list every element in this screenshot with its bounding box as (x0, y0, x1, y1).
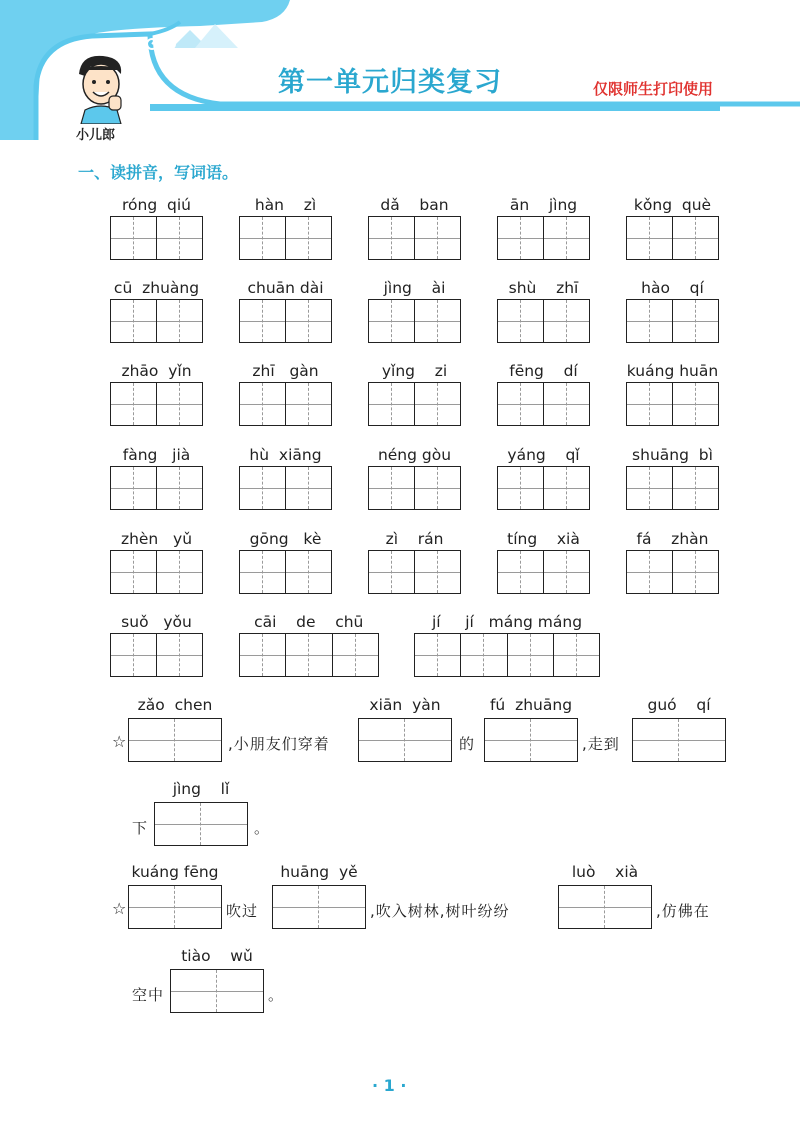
pinyin-label: néng gòu (377, 446, 452, 464)
answer-box[interactable] (368, 216, 461, 260)
pinyin-label: zǎo chen (137, 696, 213, 714)
answer-box[interactable] (368, 550, 461, 594)
answer-box[interactable] (626, 466, 719, 510)
pinyin-label: shuāng bì (632, 446, 713, 464)
answer-box[interactable] (358, 718, 452, 762)
pinyin-label: jìng lǐ (172, 780, 230, 798)
sentence-text: ,仿佛在 (656, 902, 710, 920)
pinyin-label: xiān yàn (369, 696, 441, 714)
answer-box[interactable] (368, 299, 461, 343)
star-icon: ☆ (112, 732, 127, 751)
pinyin-label: kuáng huān (626, 362, 719, 380)
answer-box[interactable] (110, 550, 203, 594)
answer-box[interactable] (110, 466, 203, 510)
pinyin-label: cāi de chū (254, 613, 364, 631)
pinyin-label: fá zhàn (636, 530, 709, 548)
boy-mascot-icon (71, 52, 131, 124)
answer-box[interactable] (110, 299, 203, 343)
sentence-text: 。 (254, 819, 271, 837)
answer-box[interactable] (497, 216, 590, 260)
sentence-text: ,小朋友们穿着 (228, 735, 330, 753)
pinyin-label: cū zhuàng (113, 279, 200, 297)
sentence-text: 空中 (132, 986, 165, 1004)
answer-box[interactable] (239, 633, 379, 677)
answer-box[interactable] (239, 382, 332, 426)
answer-box[interactable] (626, 216, 719, 260)
pinyin-label: zhèn yǔ (120, 530, 193, 548)
pinyin-label: gōng kè (249, 530, 322, 548)
pinyin-label: fēng dí (509, 362, 578, 380)
pinyin-label: kǒng què (633, 196, 712, 214)
mountain-icon (172, 24, 238, 48)
pinyin-label: fàng jià (122, 446, 191, 464)
sentence-text: 下 (132, 819, 149, 837)
pinyin-label: zhī gàn (252, 362, 319, 380)
sentence-text: ,吹入树林,树叶纷纷 (370, 902, 510, 920)
answer-box[interactable] (497, 550, 590, 594)
pinyin-label: zì rán (385, 530, 444, 548)
answer-box[interactable] (368, 466, 461, 510)
answer-box[interactable] (497, 299, 590, 343)
page-number: · 1 · (372, 1076, 407, 1095)
pinyin-label: tiào wǔ (181, 947, 253, 965)
answer-box[interactable] (368, 382, 461, 426)
pinyin-label: hào qí (641, 279, 704, 297)
pinyin-label: hù xiāng (249, 446, 322, 464)
sentence-text: 。 (268, 986, 285, 1004)
section-heading: 一、读拼音，写词语。 (78, 163, 239, 182)
answer-box[interactable] (128, 718, 222, 762)
answer-box[interactable] (626, 299, 719, 343)
pinyin-label: róng qiú (121, 196, 191, 214)
pinyin-label: tíng xià (507, 530, 580, 548)
answer-box[interactable] (497, 382, 590, 426)
sentence-text: ,走到 (582, 735, 620, 753)
answer-box[interactable] (632, 718, 726, 762)
answer-box[interactable] (558, 885, 652, 929)
answer-box[interactable] (484, 718, 578, 762)
answer-box[interactable] (497, 466, 590, 510)
answer-box[interactable] (272, 885, 366, 929)
pinyin-label: shù zhī (508, 279, 579, 297)
answer-box[interactable] (239, 216, 332, 260)
sentence-text: 的 (459, 735, 476, 753)
answer-box[interactable] (110, 216, 203, 260)
answer-box[interactable] (154, 802, 248, 846)
answer-box[interactable] (626, 382, 719, 426)
print-note: 仅限师生打印使用 (593, 80, 714, 98)
logo-label: 小儿郎 (76, 128, 116, 143)
pinyin-label: hàn zì (254, 196, 317, 214)
answer-box[interactable] (128, 885, 222, 929)
pinyin-label: chuān dài (247, 279, 324, 297)
pinyin-label: yǐng zi (381, 362, 448, 380)
star-icon: ☆ (112, 899, 127, 918)
pinyin-label: dǎ ban (380, 196, 449, 214)
pinyin-label: huāng yě (280, 863, 358, 881)
answer-box[interactable] (414, 633, 600, 677)
answer-box[interactable] (239, 299, 332, 343)
answer-box[interactable] (110, 633, 203, 677)
pinyin-label: jìng ài (383, 279, 446, 297)
pinyin-label: luò xià (571, 863, 639, 881)
page-title: 第一单元归类复习 (278, 67, 502, 98)
answer-box[interactable] (170, 969, 264, 1013)
pinyin-label: ān jìng (509, 196, 578, 214)
answer-box[interactable] (626, 550, 719, 594)
pinyin-label: suǒ yǒu (121, 613, 192, 631)
pinyin-label: jí jí máng máng (431, 613, 583, 631)
pinyin-label: guó qí (647, 696, 711, 714)
answer-box[interactable] (239, 550, 332, 594)
pinyin-label: zhāo yǐn (121, 362, 192, 380)
pinyin-label: yáng qǐ (507, 446, 580, 464)
sentence-text: 吹过 (226, 902, 259, 920)
answer-box[interactable] (110, 382, 203, 426)
answer-box[interactable] (239, 466, 332, 510)
pinyin-label: kuáng fēng (131, 863, 219, 881)
pinyin-label: fú zhuāng (489, 696, 573, 714)
